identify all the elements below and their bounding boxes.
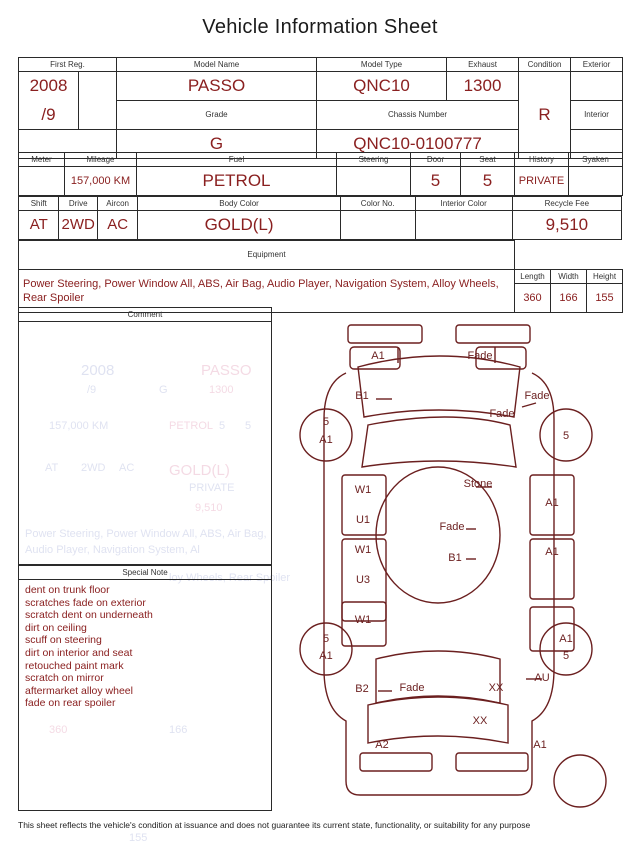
- ghost-text: 166: [169, 723, 188, 736]
- diagram-mark: 5: [562, 430, 570, 442]
- value-body-color: GOLD(L): [138, 211, 340, 240]
- header-interior-color: Interior Color: [415, 197, 512, 211]
- diagram-mark: A1: [319, 650, 333, 662]
- diagram-mark: Fade: [489, 408, 515, 420]
- ghost-text: PRIVATE: [189, 482, 235, 494]
- header-mileage: Mileage: [65, 153, 137, 167]
- header-grade: Grade: [117, 101, 317, 130]
- special-note-item: retouched paint mark: [25, 659, 124, 672]
- header-aircon: Aircon: [97, 197, 137, 211]
- value-aircon: AC: [97, 211, 137, 240]
- value-history: PRIVATE: [515, 167, 569, 196]
- ghost-text: Audio Player, Navigation System, Al: [25, 544, 200, 556]
- value-seat: 5: [461, 167, 515, 196]
- value-model-type: QNC10: [317, 72, 447, 101]
- value-syaken: [569, 167, 623, 196]
- diagram-mark: A1: [371, 350, 385, 362]
- ghost-text: loy Wheels, Rear Spoiler: [169, 572, 291, 584]
- value-color-no: [340, 211, 415, 240]
- special-note-header: Special Note: [19, 565, 271, 580]
- diagram-mark: A1: [559, 633, 573, 645]
- special-note-item: dirt on interior and seat: [25, 646, 133, 659]
- header-body-color: Body Color: [138, 197, 340, 211]
- header-door: Door: [411, 153, 461, 167]
- special-note-item: scratch on mirror: [25, 672, 104, 685]
- header-syaken: Syaken: [569, 153, 623, 167]
- value-recycle-fee: 9,510: [512, 211, 621, 240]
- header-equipment: Equipment: [19, 241, 515, 270]
- footer-disclaimer: This sheet reflects the vehicle's condition at issuance and does not guarantee its current state, functionality, or suitability for any purpose: [18, 820, 531, 830]
- vehicle-damage-diagram: [280, 307, 622, 811]
- header-recycle-fee: Recycle Fee: [512, 197, 621, 211]
- special-note-item: scuff on steering: [25, 634, 102, 647]
- ghost-text: 2WD: [81, 462, 106, 474]
- value-first-reg-month-top: [79, 72, 117, 101]
- header-chassis-number: Chassis Number: [317, 101, 519, 130]
- value-height: 155: [587, 283, 623, 312]
- ghost-text: GOLD(L): [169, 462, 230, 479]
- special-note-item: scratch dent on underneath: [25, 609, 153, 622]
- third-info-block: [18, 196, 622, 240]
- value-steering: [337, 167, 411, 196]
- diagram-mark: XX: [488, 682, 504, 694]
- diagram-mark: U3: [355, 574, 371, 586]
- header-shift: Shift: [19, 197, 59, 211]
- value-mileage: 157,000 KM: [65, 167, 137, 196]
- value-chassis-number: QNC10-0100777: [317, 129, 519, 158]
- ghost-text: PASSO: [201, 362, 252, 379]
- special-note-item: dent on trunk floor: [25, 584, 110, 596]
- diagram-mark: W1: [354, 614, 372, 626]
- value-door: 5: [411, 167, 461, 196]
- diagram-mark: AU: [534, 672, 550, 684]
- header-length: Length: [515, 269, 551, 283]
- header-color-no: Color No.: [340, 197, 415, 211]
- value-drive: 2WD: [59, 211, 97, 240]
- diagram-mark: A1: [545, 497, 559, 509]
- header-meter: Meter: [19, 153, 65, 167]
- value-condition: R: [519, 72, 571, 159]
- comment-header: Comment: [19, 308, 271, 322]
- diagram-mark: Fade: [524, 390, 550, 402]
- value-grade: G: [117, 129, 317, 158]
- ghost-text: AT: [45, 462, 59, 474]
- special-note-item: aftermarket alloy wheel: [25, 684, 133, 697]
- ghost-text: G: [159, 384, 168, 396]
- diagram-mark: 5: [322, 633, 330, 645]
- value-exterior: [571, 72, 623, 101]
- ghost-text: 1300: [209, 384, 234, 396]
- ghost-text: 5: [245, 420, 252, 432]
- header-model-name: Model Name: [117, 58, 317, 72]
- header-height: Height: [587, 269, 623, 283]
- header-exhaust: Exhaust: [447, 58, 519, 72]
- diagram-mark: B2: [355, 683, 369, 695]
- page-title: Vehicle Information Sheet: [202, 16, 438, 38]
- ghost-text: /9: [87, 384, 97, 396]
- value-first-reg-month: /9: [19, 101, 79, 130]
- special-note-item: scratches fade on exterior: [25, 596, 146, 609]
- ghost-text: PETROL: [169, 420, 214, 432]
- second-info-block: [18, 152, 622, 196]
- diagram-mark: Fade: [467, 350, 493, 362]
- diagram-mark: W1: [354, 484, 372, 496]
- header-seat: Seat: [461, 153, 515, 167]
- header-steering: Steering: [337, 153, 411, 167]
- value-length: 360: [515, 283, 551, 312]
- diagram-mark: B1: [448, 552, 462, 564]
- diagram-mark: XX: [472, 715, 488, 727]
- value-exhaust: 1300: [447, 72, 519, 101]
- ghost-text: AC: [119, 462, 135, 474]
- value-fuel: PETROL: [137, 167, 337, 196]
- header-interior: Interior: [571, 101, 623, 130]
- diagram-mark: B1: [355, 390, 369, 402]
- ghost-text: 2008: [81, 362, 115, 379]
- diagram-mark: W1: [354, 544, 372, 556]
- header-fuel: Fuel: [137, 153, 337, 167]
- value-equipment: Power Steering, Power Window All, ABS, Air Bag, Audio Player, Navigation System, Alloy Wheels, Rear Spoiler: [19, 269, 515, 312]
- header-model-type: Model Type: [317, 58, 447, 72]
- value-interior-color: [415, 211, 512, 240]
- ghost-text: 155: [129, 831, 148, 844]
- diagram-mark: 5: [562, 650, 570, 662]
- top-info-block: [18, 57, 622, 159]
- value-meter: [19, 167, 65, 196]
- value-first-reg-year: 2008: [19, 72, 79, 101]
- value-width: 166: [551, 283, 587, 312]
- diagram-mark: U1: [355, 514, 371, 526]
- header-first-reg: First Reg.: [19, 58, 117, 72]
- diagram-mark: Stone: [463, 478, 493, 490]
- special-note-item: dirt on ceiling: [25, 621, 87, 634]
- equipment-block: [18, 240, 622, 313]
- ghost-text: 5: [219, 420, 226, 432]
- header-width: Width: [551, 269, 587, 283]
- header-history: History: [515, 153, 569, 167]
- ghost-text: Power Steering, Power Window All, ABS, Air Bag,: [25, 528, 267, 540]
- diagram-mark: A1: [545, 546, 559, 558]
- ghost-text: 360: [49, 723, 68, 736]
- diagram-mark: A1: [319, 434, 333, 446]
- value-shift: AT: [19, 211, 59, 240]
- diagram-mark: A2: [375, 739, 389, 751]
- diagram-mark: Fade: [399, 682, 425, 694]
- diagram-mark: Fade: [439, 521, 465, 533]
- header-drive: Drive: [59, 197, 97, 211]
- special-note-item: fade on rear spoiler: [25, 697, 116, 710]
- header-condition: Condition: [519, 58, 571, 72]
- ghost-text: 157,000 KM: [49, 420, 109, 432]
- diagram-mark: A1: [533, 739, 547, 751]
- ghost-text: 9,510: [195, 502, 223, 514]
- value-model-name: PASSO: [117, 72, 317, 101]
- diagram-mark: 5: [322, 416, 330, 428]
- special-note-box: [18, 565, 272, 844]
- header-exterior: Exterior: [571, 58, 623, 72]
- special-note-list: [19, 580, 271, 714]
- value-first-reg-spacer: [79, 101, 117, 130]
